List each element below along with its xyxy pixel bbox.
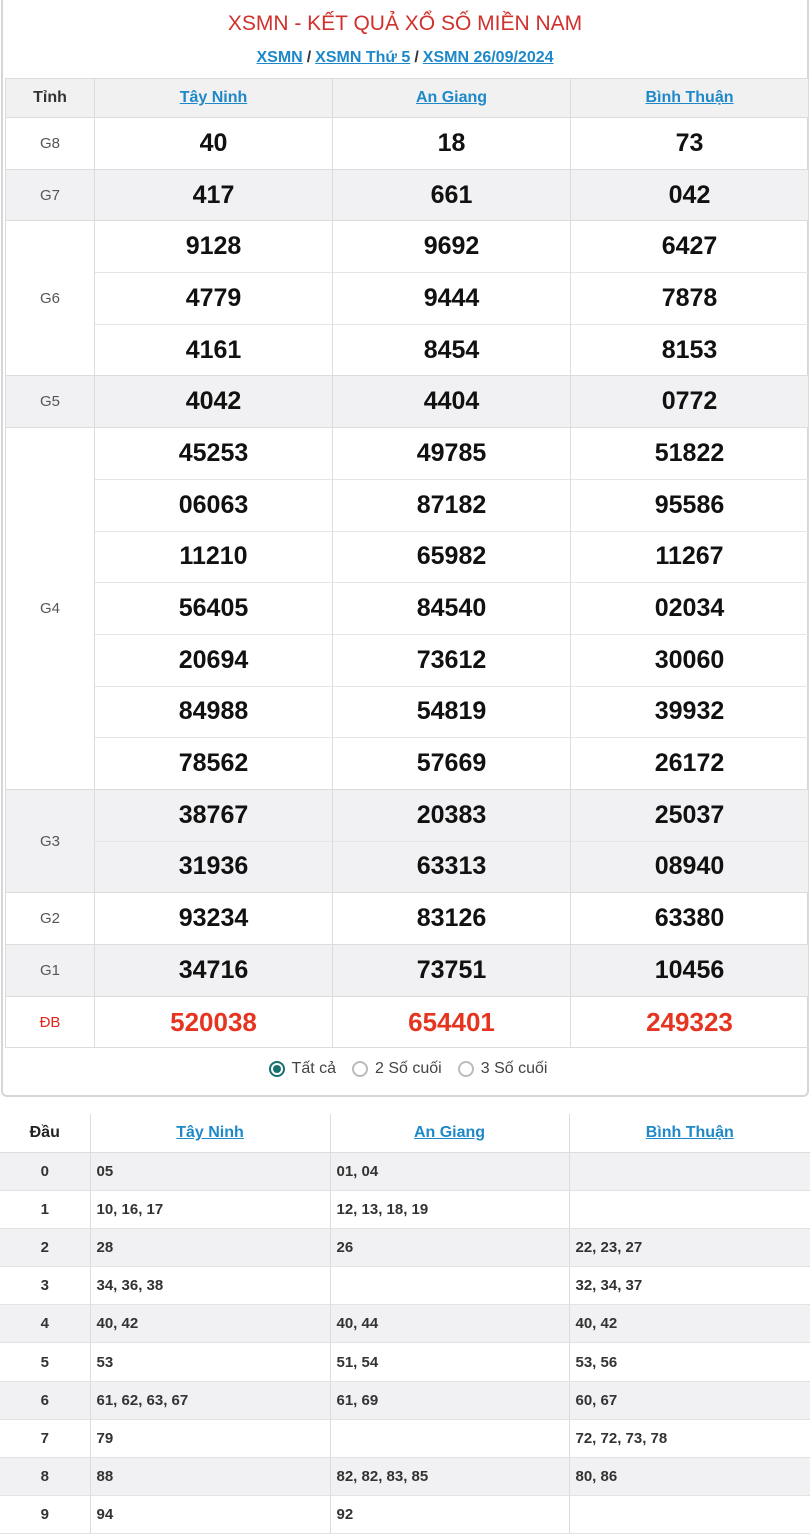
prize-number: 11210 (95, 531, 333, 583)
loto-values: 80, 86 (569, 1458, 810, 1496)
prize-number: 84540 (333, 583, 571, 635)
breadcrumb-xsmn[interactable]: XSMN (256, 49, 303, 66)
prize-number: 20383 (333, 789, 571, 841)
prize-number: 661 (333, 169, 571, 221)
prize-row (6, 376, 809, 428)
loto-head-digit: 2 (0, 1228, 90, 1266)
prize-label: G1 (6, 945, 95, 997)
loto-values: 92 (330, 1496, 569, 1534)
prize-row (6, 583, 809, 635)
prize-number: 9444 (333, 273, 571, 325)
column-header-dau: Đầu (0, 1114, 90, 1152)
loto-values: 88 (90, 1458, 330, 1496)
column-header-province (90, 1114, 330, 1152)
prize-label: G4 (6, 428, 95, 790)
digit-filter (3, 1060, 810, 1078)
prize-number: 02034 (571, 583, 809, 635)
loto-values: 40, 44 (330, 1305, 569, 1343)
prize-row (6, 738, 809, 790)
prize-row (6, 531, 809, 583)
loto-row (0, 1267, 810, 1305)
prize-row (6, 118, 809, 170)
loto-values: 82, 82, 83, 85 (330, 1458, 569, 1496)
radio-icon[interactable] (352, 1061, 368, 1077)
prize-label: G2 (6, 893, 95, 945)
breadcrumb-xsmn-thu5[interactable]: XSMN Thứ 5 (315, 49, 411, 66)
province-link-an-giang[interactable]: An Giang (413, 1123, 486, 1141)
prize-label: G6 (6, 221, 95, 376)
prize-number: 6427 (571, 221, 809, 273)
prize-number: 08940 (571, 841, 809, 893)
loto-row (0, 1458, 810, 1496)
prize-number: 25037 (571, 789, 809, 841)
prize-number: 87182 (333, 479, 571, 531)
prize-number: 40 (95, 118, 333, 170)
prize-label: G5 (6, 376, 95, 428)
loto-head-digit: 5 (0, 1343, 90, 1381)
prize-row (6, 996, 809, 1048)
prize-row (6, 841, 809, 893)
column-header-province (95, 79, 333, 118)
prize-number: 9692 (333, 221, 571, 273)
loto-values: 05 (90, 1152, 330, 1190)
loto-values: 72, 72, 73, 78 (569, 1419, 810, 1457)
radio-icon[interactable] (458, 1061, 474, 1077)
prize-row (6, 428, 809, 480)
loto-row (0, 1381, 810, 1419)
prize-number: 63380 (571, 893, 809, 945)
loto-head-digit: 1 (0, 1190, 90, 1228)
prize-number: 9128 (95, 221, 333, 273)
loto-values: 61, 69 (330, 1381, 569, 1419)
loto-values: 40, 42 (90, 1305, 330, 1343)
filter-option-all[interactable] (269, 1060, 336, 1078)
special-prize-number: 520038 (95, 996, 333, 1048)
loto-row (0, 1419, 810, 1457)
prize-number: 4404 (333, 376, 571, 428)
loto-row (0, 1152, 810, 1190)
loto-values: 40, 42 (569, 1305, 810, 1343)
loto-values: 51, 54 (330, 1343, 569, 1381)
prize-label: G7 (6, 169, 95, 221)
province-link-tay-ninh[interactable]: Tây Ninh (179, 89, 248, 106)
prize-number: 31936 (95, 841, 333, 893)
loto-head-digit: 7 (0, 1419, 90, 1457)
prize-number: 93234 (95, 893, 333, 945)
prize-row (6, 479, 809, 531)
loto-values: 32, 34, 37 (569, 1267, 810, 1305)
prize-number: 11267 (571, 531, 809, 583)
prize-number: 4161 (95, 324, 333, 376)
radio-selected-icon[interactable] (269, 1061, 285, 1077)
prize-row (6, 324, 809, 376)
loto-head-table (0, 1114, 810, 1534)
loto-row (0, 1496, 810, 1534)
loto-values: 94 (90, 1496, 330, 1534)
column-header-province (330, 1114, 569, 1152)
prize-number: 4779 (95, 273, 333, 325)
loto-values (330, 1419, 569, 1457)
prize-number: 51822 (571, 428, 809, 480)
loto-values: 61, 62, 63, 67 (90, 1381, 330, 1419)
loto-row (0, 1190, 810, 1228)
prize-row (6, 893, 809, 945)
loto-values: 22, 23, 27 (569, 1228, 810, 1266)
prize-row (6, 634, 809, 686)
prize-row (6, 221, 809, 273)
prize-row (6, 273, 809, 325)
breadcrumb-separator: / (414, 49, 419, 66)
filter-option-2-digits[interactable] (352, 1060, 442, 1078)
prize-number: 45253 (95, 428, 333, 480)
prize-label: ĐB (6, 996, 95, 1048)
loto-row (0, 1228, 810, 1266)
filter-label: 2 Số cuối (375, 1060, 442, 1077)
prize-number: 63313 (333, 841, 571, 893)
prize-number: 20694 (95, 634, 333, 686)
filter-option-3-digits[interactable] (458, 1060, 548, 1078)
results-table (5, 78, 809, 1048)
loto-values: 60, 67 (569, 1381, 810, 1419)
breadcrumb-separator: / (306, 49, 312, 66)
prize-number: 042 (571, 169, 809, 221)
prize-number: 56405 (95, 583, 333, 635)
province-link-an-giang[interactable]: An Giang (415, 89, 488, 106)
prize-number: 49785 (333, 428, 571, 480)
prize-number: 8153 (571, 324, 809, 376)
prize-number: 06063 (95, 479, 333, 531)
prize-number: 84988 (95, 686, 333, 738)
loto-values (569, 1152, 810, 1190)
loto-values: 26 (330, 1228, 569, 1266)
loto-values (569, 1190, 810, 1228)
breadcrumb (3, 49, 807, 67)
loto-values: 53, 56 (569, 1343, 810, 1381)
special-prize-number: 654401 (333, 996, 571, 1048)
loto-head-digit: 4 (0, 1305, 90, 1343)
province-link-tay-ninh[interactable]: Tây Ninh (176, 1123, 244, 1141)
prize-number: 26172 (571, 738, 809, 790)
loto-head-digit: 3 (0, 1267, 90, 1305)
loto-values: 28 (90, 1228, 330, 1266)
loto-row (0, 1305, 810, 1343)
loto-values: 10, 16, 17 (90, 1190, 330, 1228)
prize-row (6, 169, 809, 221)
prize-number: 34716 (95, 945, 333, 997)
prize-number: 30060 (571, 634, 809, 686)
prize-number: 73612 (333, 634, 571, 686)
page-title: XSMN - KẾT QUẢ XỔ SỐ MIỀN NAM (227, 12, 583, 35)
column-header-tinh: Tỉnh (6, 79, 95, 118)
filter-label: 3 Số cuối (480, 1060, 548, 1077)
prize-number: 0772 (571, 376, 809, 428)
prize-number: 10456 (571, 945, 809, 997)
loto-values (330, 1267, 569, 1305)
prize-number: 73 (571, 118, 809, 170)
loto-head-digit: 9 (0, 1496, 90, 1534)
prize-number: 73751 (333, 945, 571, 997)
prize-number: 54819 (333, 686, 571, 738)
column-header-province (571, 79, 809, 118)
filter-label: Tất cả (291, 1060, 337, 1077)
prize-row (6, 945, 809, 997)
special-prize-number: 249323 (571, 996, 809, 1048)
column-header-province (569, 1114, 810, 1152)
prize-label: G8 (6, 118, 95, 170)
prize-label: G3 (6, 789, 95, 892)
province-link-binh-thuan[interactable]: Bình Thuận (645, 89, 734, 106)
loto-row (0, 1343, 810, 1381)
loto-values: 12, 13, 18, 19 (330, 1190, 569, 1228)
province-link-binh-thuan[interactable]: Bình Thuận (645, 1123, 734, 1141)
prize-row (6, 686, 809, 738)
prize-number: 417 (95, 169, 333, 221)
prize-number: 57669 (333, 738, 571, 790)
prize-number: 38767 (95, 789, 333, 841)
breadcrumb-xsmn-date[interactable]: XSMN 26/09/2024 (422, 49, 554, 66)
results-card (1, 0, 809, 1097)
column-header-province (333, 79, 571, 118)
prize-number: 39932 (571, 686, 809, 738)
loto-head-digit: 8 (0, 1458, 90, 1496)
prize-number: 8454 (333, 324, 571, 376)
prize-row (6, 789, 809, 841)
prize-number: 95586 (571, 479, 809, 531)
prize-number: 7878 (571, 273, 809, 325)
prize-number: 78562 (95, 738, 333, 790)
loto-head-digit: 6 (0, 1381, 90, 1419)
loto-values: 34, 36, 38 (90, 1267, 330, 1305)
loto-values: 01, 04 (330, 1152, 569, 1190)
prize-number: 65982 (333, 531, 571, 583)
loto-head-digit: 0 (0, 1152, 90, 1190)
loto-values: 53 (90, 1343, 330, 1381)
loto-values (569, 1496, 810, 1534)
prize-number: 83126 (333, 893, 571, 945)
prize-number: 4042 (95, 376, 333, 428)
prize-number: 18 (333, 118, 571, 170)
loto-values: 79 (90, 1419, 330, 1457)
